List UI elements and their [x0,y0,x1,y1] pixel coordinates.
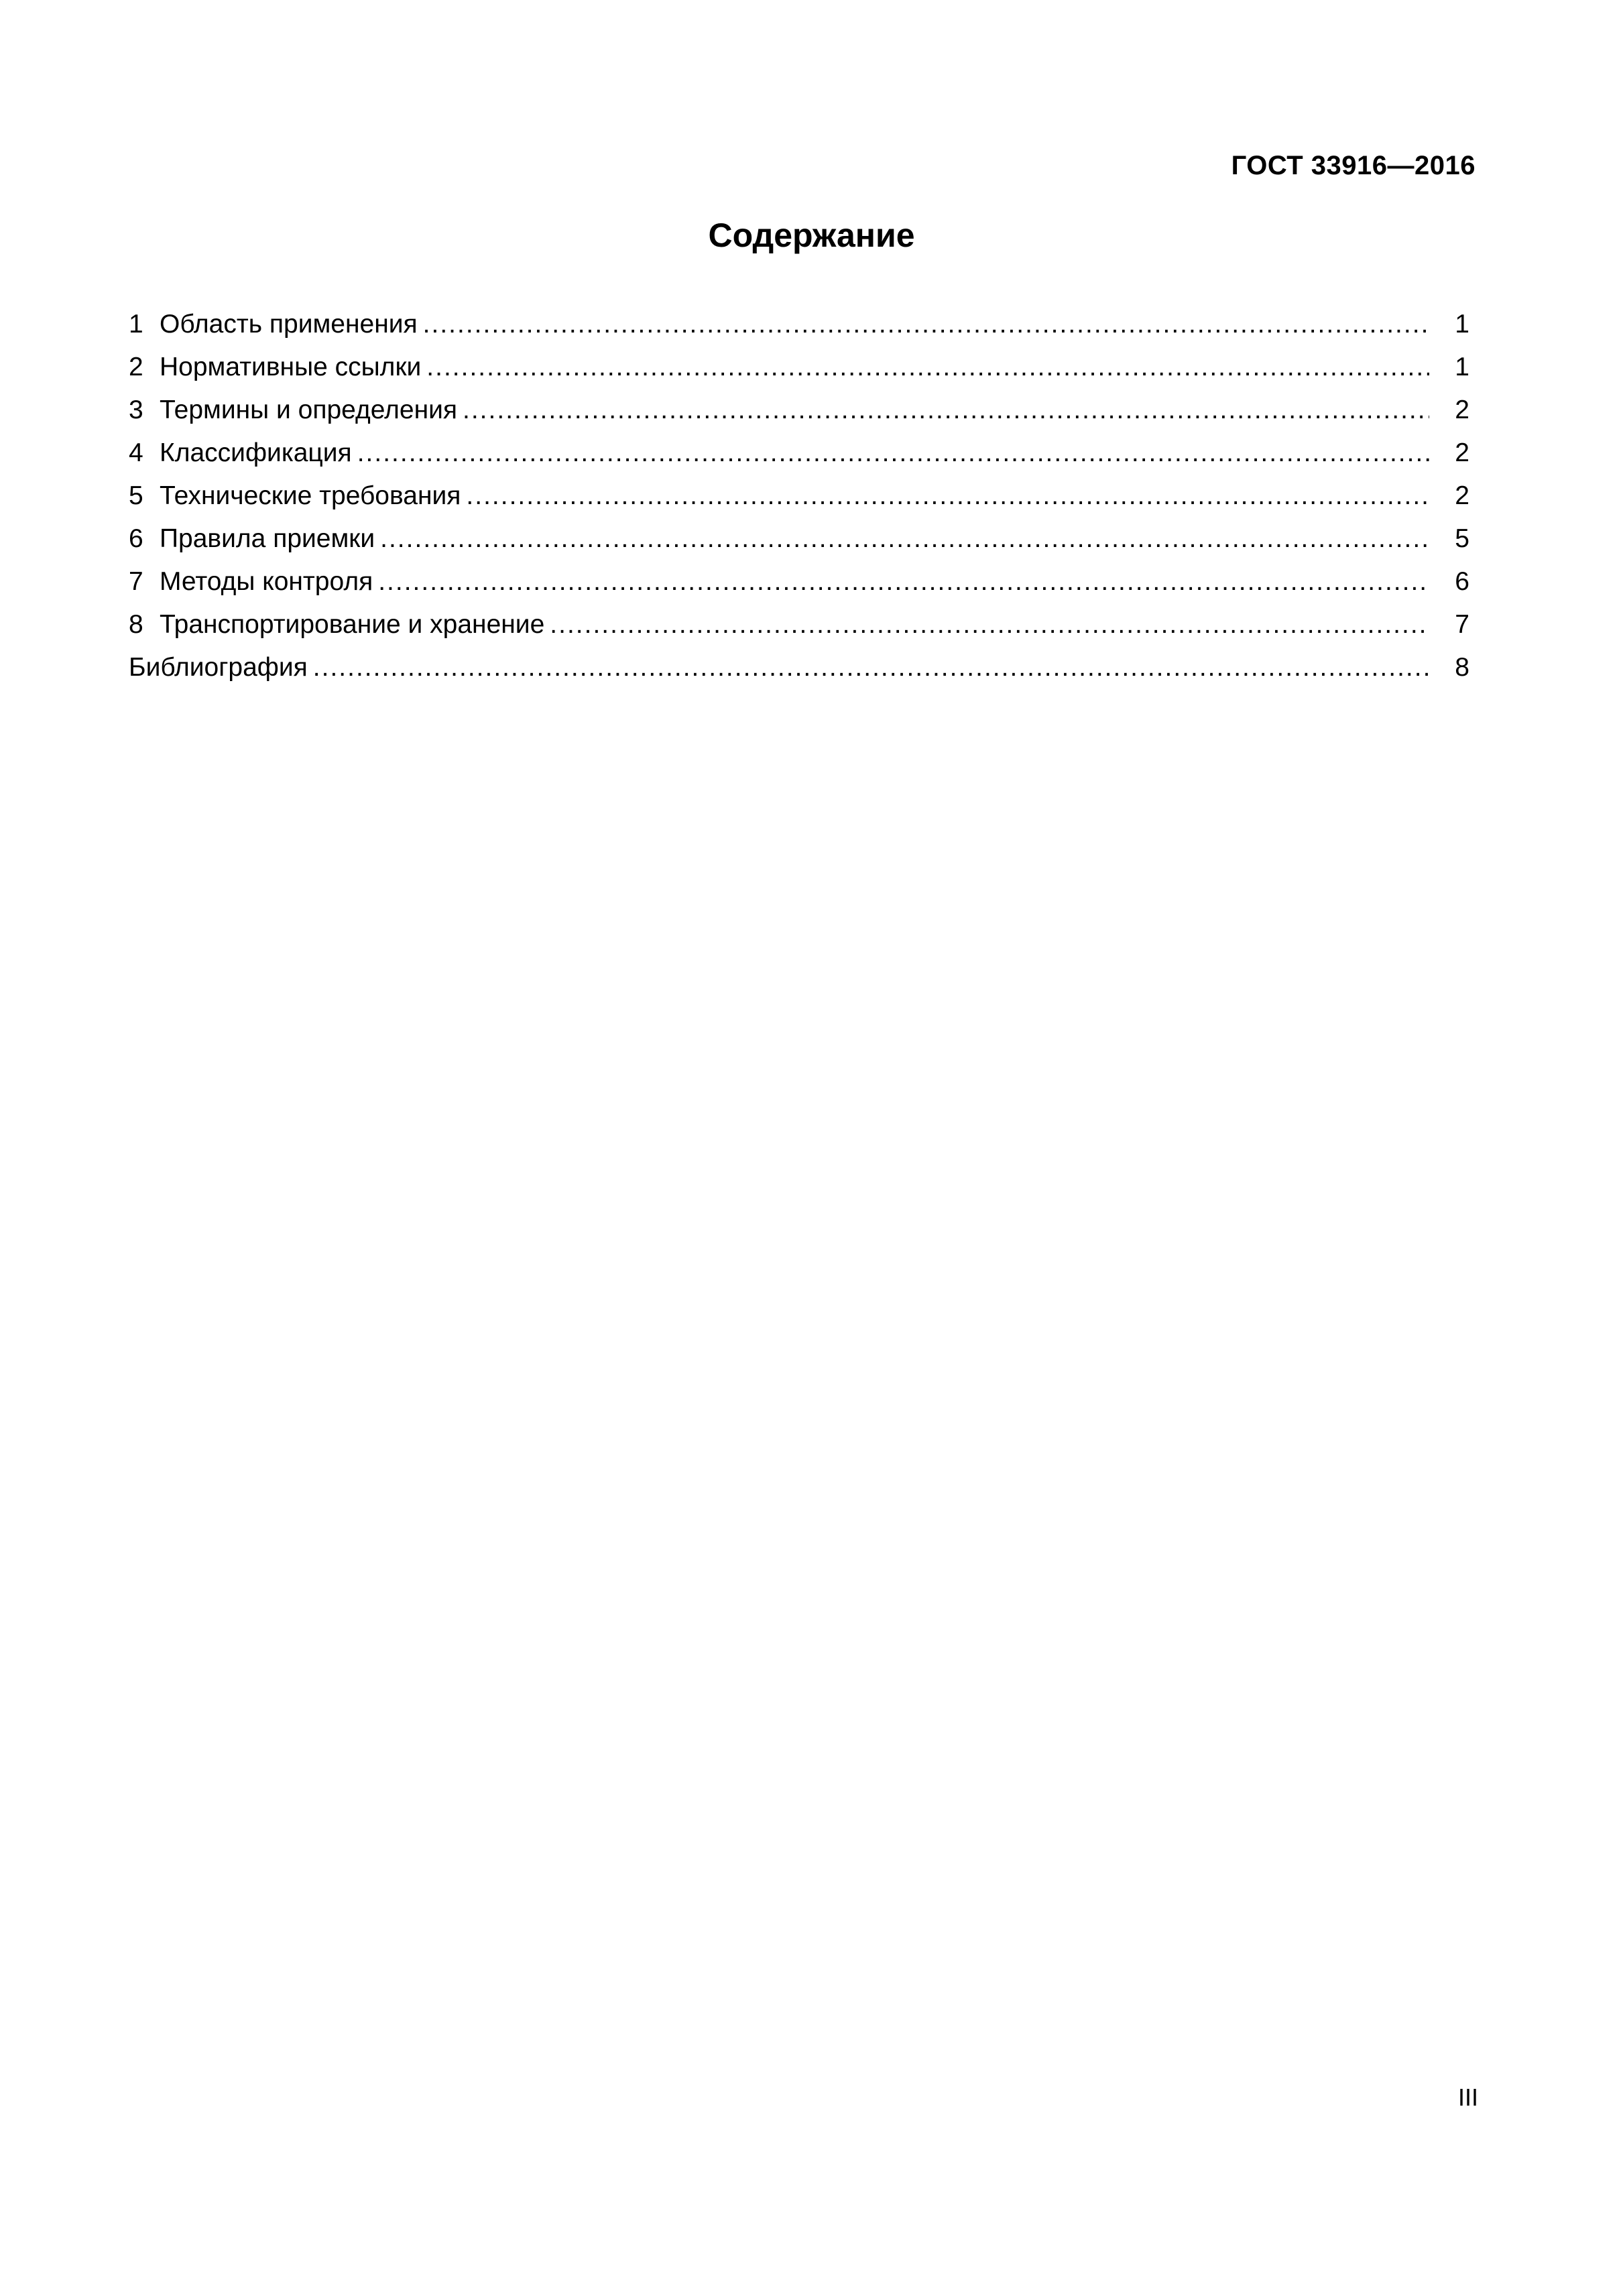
toc-item-page: 7 [1455,610,1469,639]
toc-item-label: Нормативные ссылки [160,353,422,381]
toc-item-number: 1 [129,310,143,339]
toc-item[interactable] [129,432,1469,475]
toc-item-number: 2 [129,353,143,381]
toc-dot-leader [463,389,1429,432]
toc-dot-leader [423,303,1429,346]
table-of-contents [129,303,1469,689]
toc-item-bibliography[interactable] [129,646,1469,689]
toc-item-number: 5 [129,481,143,510]
toc-item-page: 6 [1455,567,1469,596]
toc-item[interactable] [129,475,1469,518]
toc-dot-leader [466,475,1429,518]
toc-item-page: 1 [1455,353,1469,381]
toc-item-number: 3 [129,396,143,424]
toc-item-page: 2 [1455,438,1469,467]
toc-dot-leader [378,560,1429,603]
toc-dot-leader [426,346,1429,389]
toc-item-label: Технические требования [160,481,461,510]
toc-item[interactable] [129,560,1469,603]
toc-item-page: 2 [1455,396,1469,424]
toc-item-label: Библиография [129,653,308,682]
toc-item[interactable] [129,518,1469,560]
toc-item[interactable] [129,603,1469,646]
toc-item-page: 2 [1455,481,1469,510]
document-code: ГОСТ 33916—2016 [1231,151,1476,180]
toc-dot-leader [357,432,1429,475]
toc-item-label: Термины и определения [160,396,458,424]
toc-item-number: 7 [129,567,143,596]
toc-item-label: Методы контроля [160,567,373,596]
toc-title: Содержание [708,217,915,254]
toc-item-number: 4 [129,438,143,467]
toc-item[interactable] [129,303,1469,346]
toc-item-page: 5 [1455,524,1469,553]
toc-item[interactable] [129,346,1469,389]
toc-item-label: Классификация [160,438,352,467]
page-number: III [1457,2083,1478,2111]
toc-item-number: 6 [129,524,143,553]
toc-item-page: 8 [1455,653,1469,682]
toc-dot-leader [313,646,1429,689]
toc-item-number: 8 [129,610,143,639]
toc-item-page: 1 [1455,310,1469,339]
toc-item-label: Область применения [160,310,418,339]
toc-item[interactable] [129,389,1469,432]
toc-item-label: Правила приемки [160,524,375,553]
toc-dot-leader [550,603,1429,646]
toc-dot-leader [380,518,1429,560]
toc-item-label: Транспортирование и хранение [160,610,545,639]
